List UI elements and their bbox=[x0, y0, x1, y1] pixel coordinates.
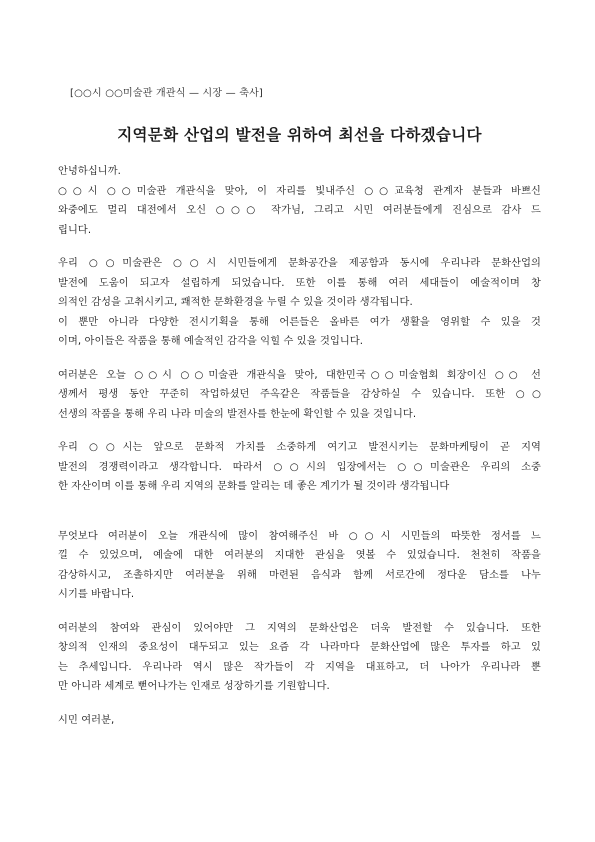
paragraph-line: 우리 ○○시는 앞으로 문화적 가치를 소중하게 여기고 발전시키는 문화마케팅이 곧 지역 bbox=[58, 442, 541, 453]
paragraph-line: 발전에 도움이 되고자 설립하게 되었습니다. 또한 이를 통해 여러 세대들이 예술적이며 창 bbox=[58, 277, 541, 289]
paragraph-line: 립니다. bbox=[58, 224, 92, 236]
paragraph-line: 이며, 아이들은 작품을 통해 예술적인 감각을 익힐 수 있을 것입니다. bbox=[58, 336, 364, 347]
document-body bbox=[58, 162, 541, 730]
paragraph-spacer bbox=[58, 497, 541, 527]
paragraph-line: 무엇보다 여러분이 오늘 개관식에 많이 참여해주신 바 ○○시 시민들의 따뜻한 정서를 느 bbox=[58, 530, 541, 542]
paragraph-line: 시기를 바랍니다. bbox=[58, 589, 135, 600]
document-title: 지역문화 산업의 발전을 위하여 최선을 다하겠습니다 bbox=[117, 126, 482, 144]
paragraph-line: ○○시 ○○미술관 개관식을 맞아, 이 자리를 빛내주신 ○○교육청 관계자 분들과 바쁘신 bbox=[58, 185, 541, 197]
paragraph-line: 창의적 인재의 중요성이 대두되고 있는 요즘 각 나라마다 문화산업에 많은 투자를 하고 있 bbox=[58, 642, 541, 653]
paragraph-line: 만 아니라 세계로 뻗어나가는 인재로 성장하기를 기원합니다. bbox=[58, 681, 330, 692]
paragraph-line: 와중에도 멀리 대전에서 오신 ○○○ 작가님, 그리고 시민 여러분들에게 진심으로 감사 드 bbox=[58, 205, 541, 216]
paragraph-greeting bbox=[58, 162, 541, 240]
paragraph-spacer bbox=[58, 605, 541, 619]
paragraph-museum-purpose bbox=[58, 254, 541, 352]
paragraph-participation bbox=[58, 619, 541, 697]
paragraph-spacer bbox=[58, 352, 541, 366]
paragraph-line: 여러분은 오늘 ○○시 ○○미술관 개관식을 맞아, 대한민국○○미술협회 회장이신 ○○ 선 bbox=[58, 369, 541, 381]
paragraph-line: 한 자산이며 이를 통해 우리 지역의 문화를 알리는 데 좋은 계기가 될 것이라 생각됩니다 bbox=[58, 481, 450, 492]
paragraph-line: 낄 수 있었으며, 예술에 대한 여러분의 지대한 관심을 엿볼 수 있었습니다. 천천히 작품을 bbox=[58, 550, 541, 561]
paragraph-line: 의적인 감성을 고취시키고, 쾌적한 문화환경을 누릴 수 있을 것이라 생각됩니다. bbox=[58, 297, 413, 308]
paragraph-line: 는 추세입니다. 우리나라 역시 많은 작가들이 각 지역을 대표하고, 더 나아가 우리나라 뿐 bbox=[58, 661, 541, 673]
paragraph-spacer bbox=[58, 240, 541, 254]
paragraph-closing-address bbox=[58, 711, 541, 731]
paragraph-line: 이 뿐만 아니라 다양한 전시기획을 통해 어른들은 올바른 여가 생활을 영위할 수 있을 것 bbox=[58, 316, 541, 328]
paragraph-line: 우리 ○○미술관은 ○○시 시민들에게 문화공간을 제공함과 동시에 우리나라 문화산업의 bbox=[58, 258, 541, 269]
paragraph-spacer bbox=[58, 424, 541, 438]
paragraph-thanks bbox=[58, 527, 541, 605]
paragraph-exhibition bbox=[58, 366, 541, 425]
paragraph-spacer bbox=[58, 697, 541, 711]
paragraph-line: 여러분의 참여와 관심이 있어야만 그 지역의 문화산업은 더욱 발전할 수 있습니다. 또한 bbox=[58, 622, 541, 634]
paragraph-line: 감상하시고, 조촐하지만 여러분을 위해 마련된 음식과 함께 서로간에 정다운 담소를 나누 bbox=[58, 569, 541, 581]
paragraph-line: 발전의 경쟁력이라고 생각합니다. 따라서 ○○시의 입장에서는 ○○미술관은 우리의 소중 bbox=[58, 461, 541, 473]
document-header-tag: [○○시 ○○미술관 개관식 — 시장 — 축사] bbox=[70, 88, 264, 99]
paragraph-line: 생께서 평생 동안 꾸준히 작업하셨던 주옥같은 작품들을 감상하실 수 있습니다. 또한 ○○ bbox=[58, 389, 541, 400]
paragraph-line: 선생의 작품을 통해 우리 나라 미술의 발전사를 한눈에 확인할 수 있을 것입니다. bbox=[58, 408, 417, 420]
paragraph-culture-marketing bbox=[58, 438, 541, 497]
paragraph-line: 시민 여러분, bbox=[58, 714, 115, 726]
paragraph-line: 안녕하십니까. bbox=[58, 166, 121, 177]
